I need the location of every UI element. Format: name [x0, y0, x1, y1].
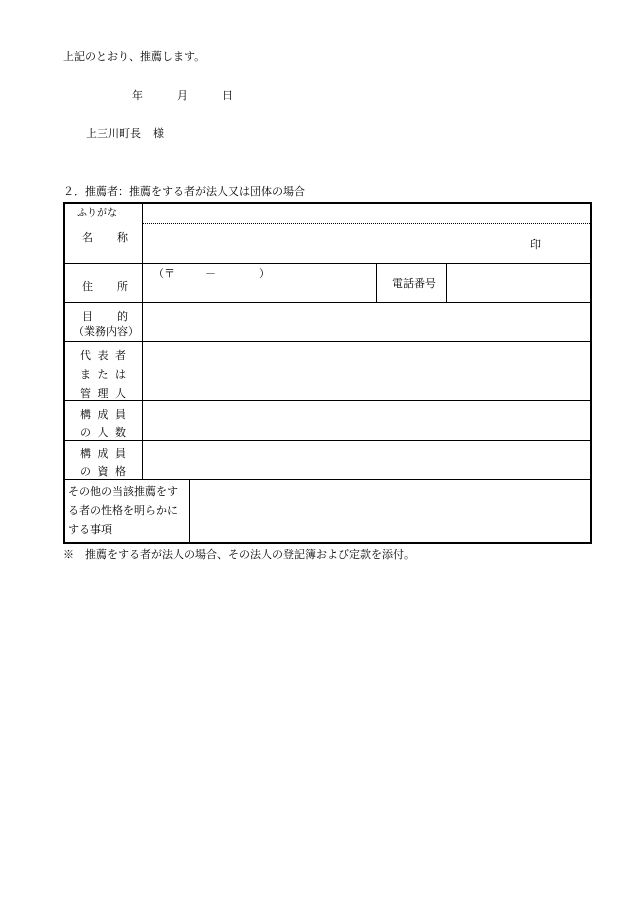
representative-label-line-2: ま た は: [80, 368, 126, 381]
recipient-honorific: 様: [153, 127, 164, 140]
seal-mark: 印: [530, 238, 541, 251]
furigana-field[interactable]: [143, 204, 590, 223]
date-month-label: 月: [177, 89, 188, 102]
purpose-note: （業務内容）: [73, 325, 139, 338]
other-label-line-3: する事項: [68, 523, 112, 536]
section-heading: ２．推薦者：推薦をする者が法人又は団体の場合: [63, 185, 305, 198]
date-year-label: 年: [132, 89, 143, 102]
postal-open: （〒: [153, 267, 175, 280]
phone-field[interactable]: [447, 264, 590, 302]
members-qual-field[interactable]: [143, 441, 590, 479]
other-label-line-1: その他の当該推薦をす: [68, 485, 178, 498]
phone-label: 電話番号: [392, 277, 436, 290]
footnote: ※ 推薦をする者が法人の場合、その法人の登記簿および定款を添付。: [63, 548, 415, 561]
recipient-text: 上三川町長: [86, 127, 141, 140]
furigana-label: ふりがな: [77, 208, 117, 219]
other-field[interactable]: [190, 480, 590, 542]
statement-text: 上記のとおり、推薦します。: [63, 50, 206, 63]
members-count-label-line-2: の 人 数: [80, 426, 126, 439]
date-day-label: 日: [222, 89, 233, 102]
members-qual-label-line-2: の 資 格: [80, 465, 126, 478]
name-field[interactable]: [143, 224, 590, 263]
representative-label-line-3: 管 理 人: [80, 387, 126, 400]
address-label: 住 所: [82, 280, 128, 293]
other-label-line-2: る者の性格を明らかに: [68, 504, 178, 517]
postal-close: ）: [259, 267, 270, 280]
members-qual-label-line-1: 構 成 員: [80, 447, 126, 460]
postal-dash: －: [205, 267, 216, 280]
members-count-label-line-1: 構 成 員: [80, 408, 126, 421]
members-count-field[interactable]: [143, 401, 590, 440]
recommender-form-table: [63, 202, 592, 544]
purpose-label: 目 的: [82, 310, 128, 323]
representative-label-line-1: 代 表 者: [80, 349, 126, 362]
address-field[interactable]: [143, 264, 376, 302]
purpose-field[interactable]: [143, 303, 590, 341]
name-label: 名 称: [82, 231, 128, 244]
representative-field[interactable]: [143, 342, 590, 400]
